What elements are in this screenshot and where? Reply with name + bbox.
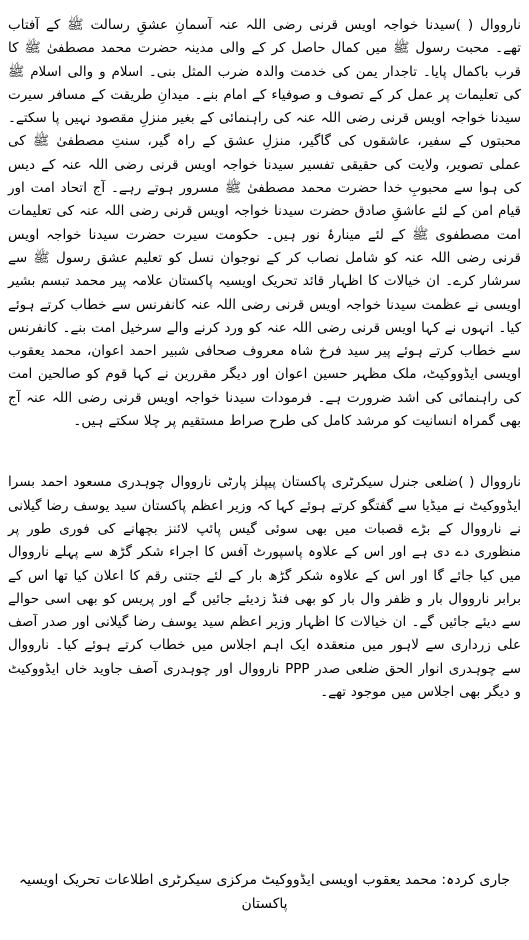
- issued-by-footer: جاری کردہ: محمد یعقوب اویسی ایڈووکیٹ مرکزی سیکرٹری اطلاعات تحریک اویسیہ پاکستان: [18, 872, 511, 912]
- press-release-paragraph-1: نارووال ( )سیدنا خواجہ اویس قرنی رضی اللہ عنہ آسمانِ عشقِ رسالت ﷺ کے آفتاب تھے۔ محبت رسول ﷺ میں کمال حاصل کر کے والی مدینہ حضرت محمد مصطفیٰ ﷺ کا قرب باکمال پایا۔ تاجدار یمن کی خدمت والدہ ضرب المثل بنی۔ اسلام و والی اسلام ﷺ کی تعلیمات پر عمل کر کے تصوف و صوفیاء کے امام بنے۔ میدانِ طریقت کے مسافر سیرت سیدنا خواجہ اویس قرنی رضی اللہ عنہ کی راہنمائی کے بغیر منزلِ مقصود نہیں پا سکتے۔ محبتوں کے سفیر، عاشقوں کی گاگیر، منزلِ عشق کے راہ گیر، سنتِ مصطفیٰ ﷺ کی عملی تصویر، ولایت کی حقیقی تفسیر سیدنا خواجہ اویس قرنی رضی اللہ عنہ کے دیس کی ہوا سے محبوبِ خدا حضرت محمد مصطفیٰ ﷺ مسرور ہوتے رہے۔ آج اتحاد امت اور قیام امن کے لئے عاشقِ صادق حضرت سیدنا خواجہ اویس قرنی رضی اللہ عنہ کی تعلیمات امت مصطفوی ﷺ کے لئے مینارۂ نور ہیں۔ حکومت سیرت حضرت سیدنا خواجہ اویس قرنی رضی اللہ عنہ کو شامل نصاب کر کے نوجوان نسل کو تعلیم عشق رسول ﷺ سے سرشار کرے۔ ان خیالات کا اظہار قائد تحریک اویسیہ پاکستان علامہ پیر محمد تبسم بشیر اویسی نے عظمت سیدنا خواجہ اویس قرنی رضی اللہ عنہ کانفرنس سے خطاب کرتے ہوئے کیا۔ انہوں نے کہا اویس قرنی رضی اللہ عنہ کو ورد کرنے والے سرخیل امت بنے۔ کانفرنس سے خطاب کرتے ہوئے پیر سید فرخ شاہ معروف صحافی شبیر احمد اعوان، محمد یعقوب اویسی ایڈووکیٹ، ملک مظہر حسین اعوان اور دیگر مقررین نے کہا قوم کو صالحین امت کی راہنمائی کی اشد ضرورت ہے۔ فرمودات سیدنا خواجہ اویس قرنی رضی اللہ عنہ آج بھی گمراہ انسانیت کو مرشد کامل کی طرح صراط مستقیم پر چلا سکتے ہیں۔: [8, 17, 521, 430]
- press-release-paragraph-2: نارووال ( )ضلعی جنرل سیکرٹری پاکستان پیپلز پارٹی نارووال چوہدری مسعود احمد بسرا ایڈووکیٹ نے میڈیا سے گفتگو کرتے ہوئے کہا کہ وزیر اعظم پاکستان سید یوسف رضا گیلانی نے نارووال کے بڑے قصبات میں بھی سوئی گیس پائپ لائنز بچھانے کی فوری طور پر منظوری دے دی ہے اور اس کے علاوہ پاسپورٹ آفس کا اجراء شکر گڑھ سے پہلے نارووال میں کیا جائے گا اور اس کے علاوہ شکر گڑھ بار کے لئے جتنی رقم کا اعلان کیا تھا اس کے برابر نارووال بار و ظفر وال بار کو بھی فنڈ زدیئے جائیں گے اور پریس کو بھی اسی حوالے سے دیئے جائیں گے۔ ان خیالات کا اظہار وزیر اعظم سید یوسف رضا گیلانی اور صدر آصف علی زرداری سے لاہور میں منعقدہ ایک اہم اجلاس میں خطاب کرتے ہوئے کیا۔ نارووال سے چوہدری انوار الحق ضلعی صدر PPP نارووال اور چوہدری آصف جاوید خاں ایڈووکیٹ و دیگر بھی اجلاس میں موجود تھے۔: [8, 474, 521, 701]
